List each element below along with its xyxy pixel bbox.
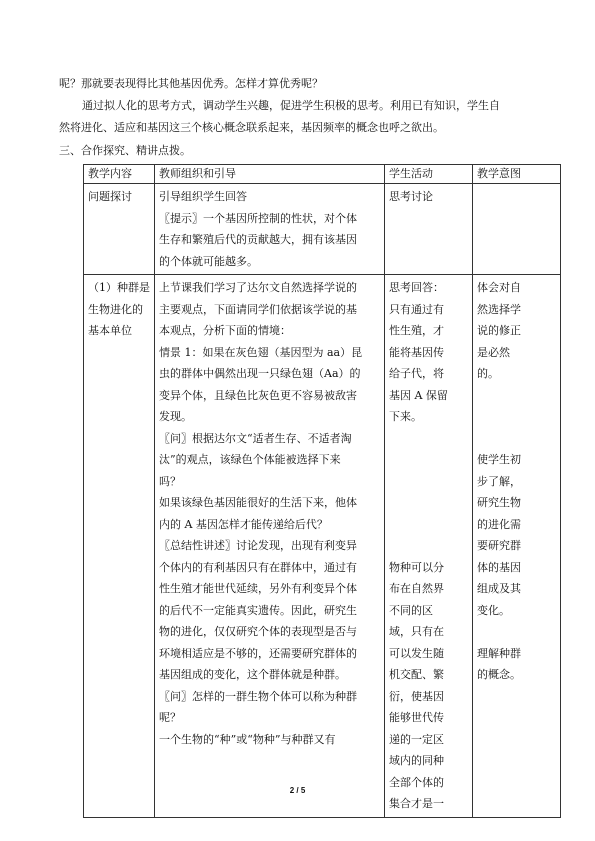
studentA-line: 基因 A 保留 [389,388,448,402]
teacher-line: 〖提示〗一个基因所控制的性状，对个体 [159,211,357,225]
teacher2-line: 个体内的有利基因只有在群体中，通过有 [159,560,357,574]
studentB-line: 衍，使基因 [389,689,444,703]
intent-text-block-b [477,449,556,621]
studentB-line: 递的一定区 [389,732,444,746]
teacher2-line: 上节课我们学习了达尔文自然选择学说的 [159,281,357,294]
table-row [84,275,561,818]
intentA-line: 是必然 [477,345,510,359]
table-header-row [84,165,561,184]
intentB-line: 组成及其 [477,582,521,595]
intentB-line: 要研究群 [477,539,521,552]
cell-intent [473,275,561,818]
intentB-line: 步了解， [477,474,521,488]
studentA-line: 只有通过有 [389,302,444,316]
studentB-line: 集合才是一 [389,797,444,810]
intent-text-block-c [477,643,556,686]
cell-intent [473,184,561,275]
intro-line-1: 呢？那就要表现得比其他基因优秀。怎样才算优秀呢？ [59,77,323,90]
intentB-line: 使学生初 [477,453,521,466]
content-line: （1）种群是 [88,281,150,294]
teacher2-line: 情景 1：如果在灰色翅（基因型为 aa）昆 [159,345,363,359]
teacher-line: 的个体就可能越多。 [159,254,258,268]
cell-teacher [155,275,385,818]
studentB-line: 机交配、繁 [389,668,444,681]
page-number: 2 / 5 [289,786,306,795]
intentC-line: 的概念。 [477,668,521,681]
studentB-line: 物种可以分 [389,560,444,574]
teacher2-line: 一个生物的“种”或“物种”与种群又有 [159,732,336,746]
teacher-line: 引导组织学生回答 [159,190,247,203]
intentB-line: 体的基因 [477,560,521,574]
studentB-line: 不同的区 [389,603,433,617]
studentB-line: 域内的同种 [389,754,444,767]
intentA-line: 的。 [477,367,499,380]
teacher2-line: 基因组成的变化，这个群体就是种群。 [159,668,346,681]
teacher2-line: 性生殖才能世代延续，另外有利变异个体 [159,582,357,595]
section-heading: 三、合作探究、精讲点拨。 [59,144,191,157]
teacher2-line: 发现。 [159,410,192,423]
studentB-line: 布在自然界 [389,582,444,595]
teacher2-line: 内的 A 基因怎样才能传递给后代？ [159,517,328,531]
studentB-line: 可以发生随 [389,646,444,660]
studentA-line: 能将基因传 [389,345,444,359]
teacher-line: 生存和繁殖后代的贡献越大，拥有该基因 [159,233,357,246]
teacher2-line: 〖总结性讲述〗讨论发现，出现有利变异 [159,539,357,552]
studentA-line: 下来。 [389,410,422,423]
studentA-line: 思考回答： [389,281,444,294]
teacher2-line: 本观点，分析下面的情境： [159,324,291,337]
intentC-line: 理解种群 [477,646,521,660]
teacher2-line: 主要观点，下面请同学们依据该学说的基 [159,302,357,316]
studentA-line: 给子代，将 [389,367,444,380]
content-line: 基本单位 [88,324,132,337]
intentB-line: 的进化需 [477,517,521,531]
intentA-line: 体会对自 [477,281,521,294]
student-text-block-b [389,557,468,815]
student-line: 思考讨论 [389,190,433,203]
intentB-line: 研究生物 [477,496,521,509]
teacher2-line: 呢？ [159,711,181,724]
cell-student [385,184,473,275]
student-text-block-a [389,277,468,428]
intro-line-3: 然将进化、适应和基因这三个核心概念联系起来，基因频率的概念也呼之欲出。 [59,121,444,134]
intro-line-2: 通过拟人化的思考方式，调动学生兴趣，促进学生积极的思考。利用已有知识，学生自 [82,99,500,112]
cell-content [84,184,155,275]
teacher2-line: 汰”的观点，该绿色个体能被选择下来 [159,453,341,466]
teacher2-line: 环境相适应是不够的，还需要研究群体的 [159,646,357,660]
cell-teacher [155,184,385,275]
cell-content [84,275,155,818]
header-intent: 教学意图 [473,165,561,184]
teacher2-line: 〖问〗根据达尔文“适者生存、不适者淘 [159,431,352,445]
header-student: 学生活动 [385,165,473,184]
intentA-line: 然选择学 [477,302,521,316]
header-content: 教学内容 [84,165,155,184]
content-line: 生物进化的 [88,302,143,316]
table-row [84,184,561,275]
teacher2-line: 吗？ [159,474,181,488]
teacher-text-block [159,277,380,750]
teacher2-line: 变异个体，且绿色比灰色更不容易被敌害 [159,388,357,402]
teacher2-line: 如果该绿色基因能很好的生活下来，他体 [159,496,357,509]
teacher2-line: 的后代不一定能真实遗传。因此，研究生 [159,603,357,617]
teacher2-line: 虫的群体中偶然出现一只绿色翅（Aa）的 [159,367,361,380]
cell-student [385,275,473,818]
studentB-line: 全部个体的 [389,775,444,789]
content-text: 问题探讨 [88,190,132,203]
studentB-line: 域，只有在 [389,625,444,638]
studentA-line: 性生殖，才 [389,324,444,337]
intent-text-block-a [477,277,556,385]
intentA-line: 说的修正 [477,324,521,337]
teacher2-line: 〖问〗怎样的一群生物个体可以称为种群 [159,689,357,703]
lesson-plan-table [83,164,561,818]
intentB-line: 变化。 [477,603,510,617]
header-teacher: 教师组织和引导 [155,165,385,184]
studentB-line: 能够世代传 [389,711,444,724]
teacher2-line: 物的进化，仅仅研究个体的表现型是否与 [159,625,357,638]
